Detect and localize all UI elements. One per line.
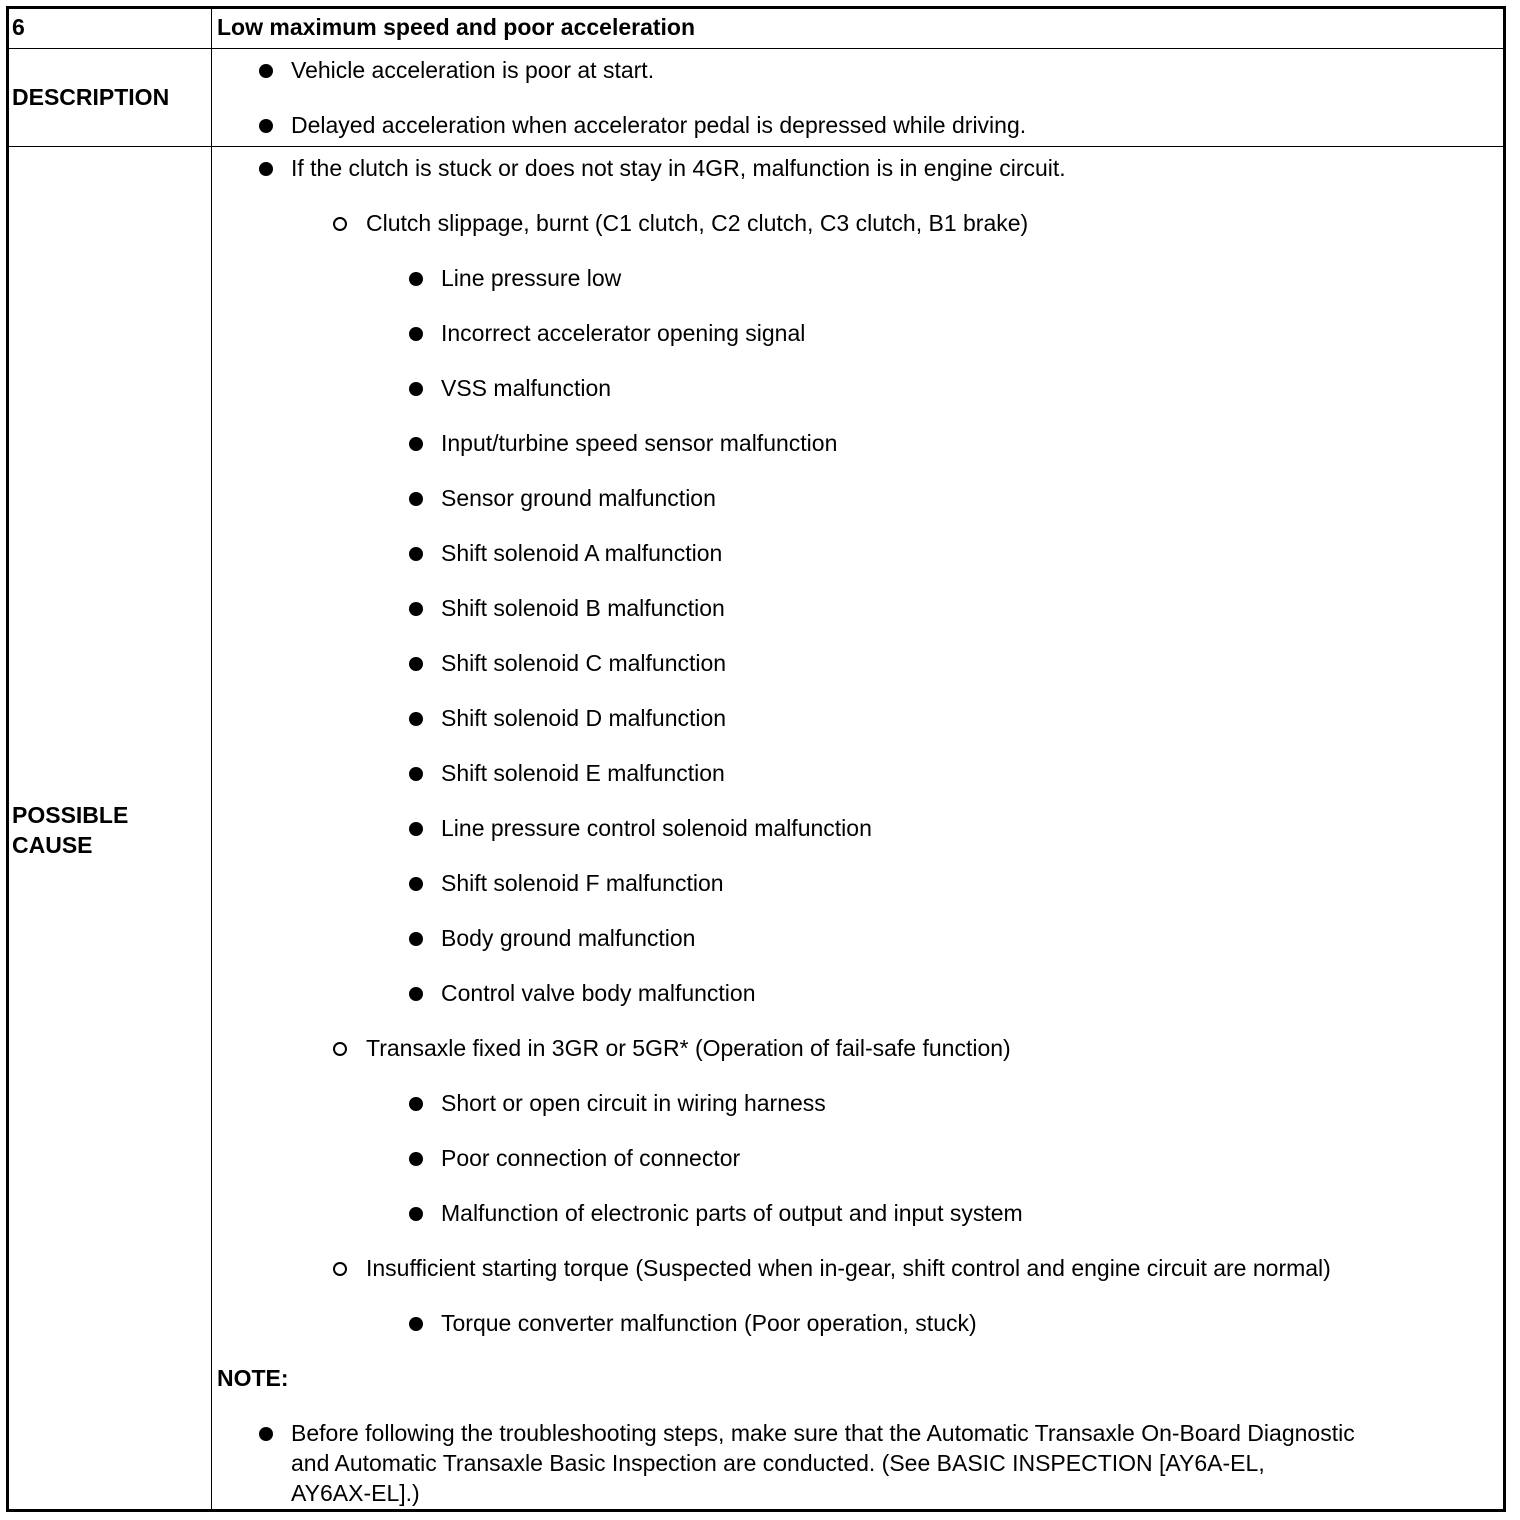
- cause-item: Short or open circuit in wiring harness: [441, 1090, 826, 1116]
- cause-item: Torque converter malfunction (Poor operation, stuck): [441, 1310, 977, 1336]
- cause-item: Line pressure low: [441, 265, 622, 291]
- bullet-icon: [409, 1152, 423, 1166]
- bullet-icon: [409, 1317, 423, 1331]
- cause-item: Incorrect accelerator opening signal: [441, 320, 806, 346]
- bullet-icon: [409, 492, 423, 506]
- bullet-icon: [259, 162, 273, 176]
- bullet-icon: [409, 767, 423, 781]
- hollow-bullet-icon: [333, 1042, 347, 1056]
- hollow-bullet-icon: [333, 1262, 347, 1276]
- description-item: Delayed acceleration when accelerator pedal is depressed while driving.: [291, 112, 1027, 138]
- bullet-icon: [409, 1097, 423, 1111]
- cause-group-title: Transaxle fixed in 3GR or 5GR* (Operation of fail-safe function): [366, 1035, 1011, 1061]
- cause-item: Shift solenoid E malfunction: [441, 760, 725, 786]
- note-text-line: AY6AX-EL].): [291, 1480, 420, 1506]
- cause-item: Shift solenoid A malfunction: [441, 540, 723, 566]
- description-label: DESCRIPTION: [12, 84, 170, 110]
- bullet-icon: [409, 1207, 423, 1221]
- bullet-icon: [409, 712, 423, 726]
- cause-group-title: Insufficient starting torque (Suspected when in-gear, shift control and engine circuit are normal): [366, 1255, 1331, 1281]
- bullet-icon: [259, 119, 273, 133]
- bullet-icon: [409, 822, 423, 836]
- bullet-icon: [409, 602, 423, 616]
- bullet-icon: [409, 327, 423, 341]
- cause-item: Shift solenoid B malfunction: [441, 595, 725, 621]
- bullet-icon: [409, 272, 423, 286]
- cause-item: Shift solenoid F malfunction: [441, 870, 724, 896]
- cause-item: Input/turbine speed sensor malfunction: [441, 430, 838, 456]
- bullet-icon: [409, 932, 423, 946]
- cause-group-title: Clutch slippage, burnt (C1 clutch, C2 clutch, C3 clutch, B1 brake): [366, 210, 1029, 236]
- possible-cause-label: CAUSE: [12, 832, 93, 858]
- bullet-icon: [409, 987, 423, 1001]
- cause-item: Line pressure control solenoid malfunction: [441, 815, 872, 841]
- note-text-line: and Automatic Transaxle Basic Inspection are conducted. (See BASIC INSPECTION [AY6A-EL,: [291, 1450, 1265, 1476]
- cause-item: Poor connection of connector: [441, 1145, 741, 1171]
- description-item: Vehicle acceleration is poor at start.: [291, 57, 655, 83]
- cause-item: Control valve body malfunction: [441, 980, 756, 1006]
- bullet-icon: [409, 382, 423, 396]
- possible-cause-label: POSSIBLE: [12, 802, 129, 828]
- bullet-icon: [409, 547, 423, 561]
- row-divider-header: [9, 48, 1503, 49]
- bullet-icon: [409, 877, 423, 891]
- bullet-icon: [409, 657, 423, 671]
- bullet-icon: [409, 437, 423, 451]
- bullet-icon: [259, 1427, 273, 1441]
- cause-intro: If the clutch is stuck or does not stay in 4GR, malfunction is in engine circuit.: [291, 155, 1066, 181]
- cause-item: Sensor ground malfunction: [441, 485, 716, 511]
- cause-item: VSS malfunction: [441, 375, 612, 401]
- column-divider: [211, 9, 212, 1509]
- cause-item: Shift solenoid D malfunction: [441, 705, 727, 731]
- bullet-icon: [259, 64, 273, 78]
- cause-item: Malfunction of electronic parts of output and input system: [441, 1200, 1023, 1226]
- cause-item: Shift solenoid C malfunction: [441, 650, 727, 676]
- symptom-title: Low maximum speed and poor acceleration: [217, 14, 696, 40]
- note-text-line: Before following the troubleshooting steps, make sure that the Automatic Transaxle On-Board Diagnostic: [291, 1420, 1355, 1446]
- symptom-number: 6: [12, 14, 25, 40]
- note-label: NOTE:: [217, 1365, 289, 1391]
- hollow-bullet-icon: [333, 217, 347, 231]
- cause-item: Body ground malfunction: [441, 925, 696, 951]
- row-divider-description: [9, 146, 1503, 147]
